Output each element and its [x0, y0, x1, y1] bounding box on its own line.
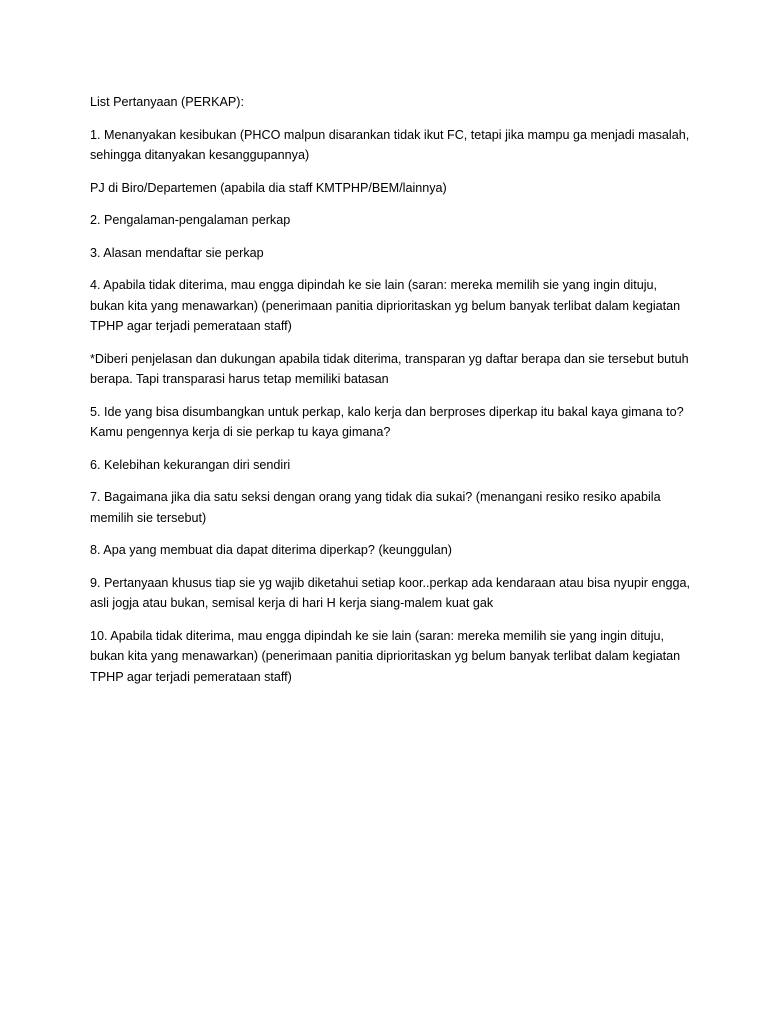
question-9: 9. Pertanyaan khusus tiap sie yg wajib diketahui setiap koor..perkap ada kendaraan atau bisa nyupir engga, asli jogja atau bukan, semisal kerja di hari H kerja siang-malem kuat gak — [90, 575, 690, 610]
note-pj: PJ di Biro/Departemen (apabila dia staff KMTPHP/BEM/lainnya) — [90, 180, 447, 195]
question-6: 6. Kelebihan kekurangan diri sendiri — [90, 457, 291, 472]
document-page — [90, 92, 690, 699]
question-8: 8. Apa yang membuat dia dapat diterima diperkap? (keunggulan) — [90, 543, 452, 557]
note-explanation: *Diberi penjelasan dan dukungan apabila tidak diterima, transparan yg daftar berapa dan sie tersebut butuh berapa. Tapi transparasi harus tetap memiliki batasan — [90, 351, 689, 386]
question-3: 3. Alasan mendaftar sie perkap — [90, 245, 264, 260]
question-1: 1. Menanyakan kesibukan (PHCO malpun disarankan tidak ikut FC, tetapi jika mampu ga menjadi masalah, sehingga ditanyakan kesanggupannya) — [90, 127, 690, 162]
question-4: 4. Apabila tidak diterima, mau engga dipindah ke sie lain (saran: mereka memilih sie yang ingin dituju, bukan kita yang menawarkan) (penerimaan panitia diprioritaskan yg belum banyak terlibat dalam kegiatan TPHP agar terjadi pemerataan staff) — [90, 278, 681, 333]
question-7: 7. Bagaimana jika dia satu seksi dengan orang yang tidak dia sukai? (menangani resiko resiko apabila memilih sie tersebut) — [90, 490, 661, 525]
question-2: 2. Pengalaman-pengalaman perkap — [90, 213, 291, 227]
question-5: 5. Ide yang bisa disumbangkan untuk perkap, kalo kerja dan berproses diperkap itu bakal kaya gimana to? Kamu pengennya kerja di sie perkap tu kaya gimana? — [90, 404, 684, 439]
document-title: List Pertanyaan (PERKAP): — [90, 95, 244, 109]
question-10: 10. Apabila tidak diterima, mau engga dipindah ke sie lain (saran: mereka memilih sie yang ingin dituju, bukan kita yang menawarkan) (penerimaan panitia diprioritaskan yg belum banyak terlibat dalam kegiatan TPHP agar terjadi pemerataan staff) — [90, 628, 681, 684]
